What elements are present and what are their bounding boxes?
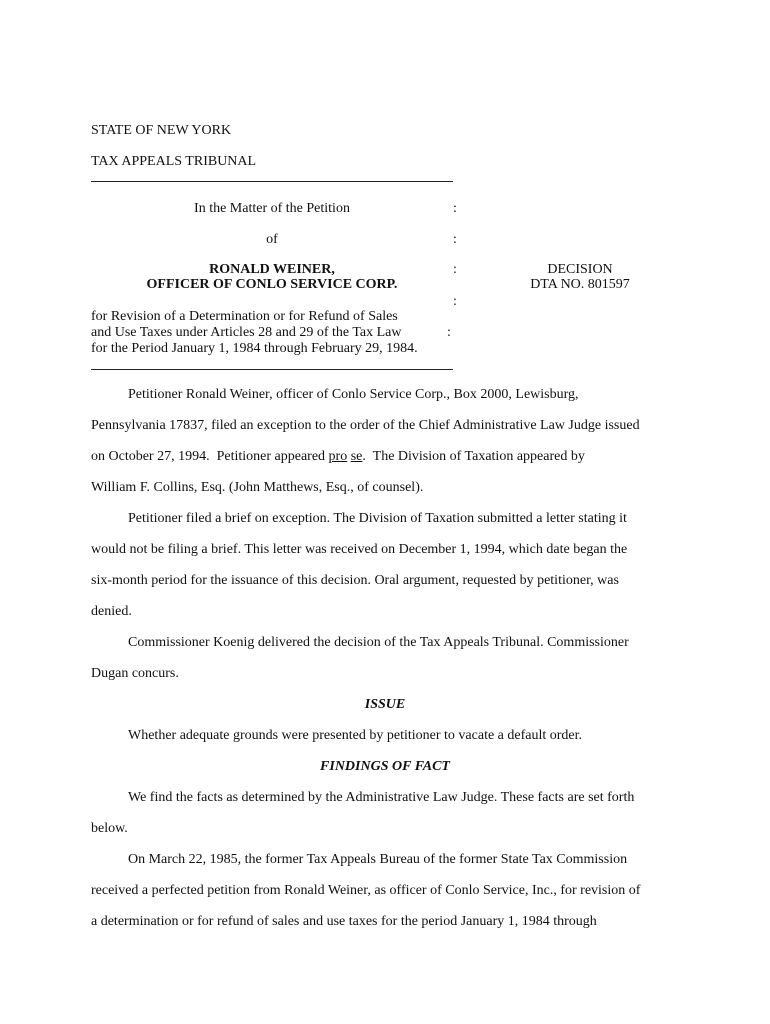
issue-text: Whether adequate grounds were presented by petitioner to vacate a default order. — [128, 728, 583, 743]
issue-heading: ISSUE — [364, 697, 406, 712]
findings-para1-line2: below. — [91, 821, 128, 836]
pro-se-pro: pro — [328, 449, 348, 464]
findings-para1-line1: We find the facts as determined by the Administrative Law Judge. These facts are set forth — [128, 790, 635, 805]
tribunal-heading: TAX APPEALS TRIBUNAL — [91, 154, 257, 169]
state-heading: STATE OF NEW YORK — [91, 123, 232, 138]
findings-para2-line1: On March 22, 1985, the former Tax Appeals Bureau of the former State Tax Commission — [128, 852, 628, 867]
purpose-line-2: and Use Taxes under Articles 28 and 29 of the Tax Law — [91, 325, 402, 340]
findings-para2-line3: a determination or for refund of sales and use taxes for the period January 1, 1984 through — [91, 914, 597, 929]
pro-se-se: se — [350, 449, 363, 464]
para2-line2: would not be filing a brief. This letter was received on December 1, 1994, which date began the — [91, 542, 628, 557]
para1-line1: Petitioner Ronald Weiner, officer of Conlo Service Corp., Box 2000, Lewisburg, — [128, 387, 579, 402]
purpose-line-3: for the Period January 1, 1984 through February 29, 1984. — [91, 341, 418, 356]
caption-bottom-rule — [91, 369, 453, 370]
caption-of: of — [266, 232, 278, 247]
para1-line3-end: . The Division of Taxation appeared by — [362, 449, 585, 464]
caption-colon-4: : — [453, 294, 457, 309]
petitioner-title: OFFICER OF CONLO SERVICE CORP. — [146, 277, 398, 292]
dta-number: DTA NO. 801597 — [530, 277, 630, 292]
findings-heading: FINDINGS OF FACT — [320, 759, 450, 774]
findings-para2-line2: received a perfected petition from Ronald Weiner, as officer of Conlo Service, Inc., for revision of — [91, 883, 641, 898]
para1-line3-start: on October 27, 1994. Petitioner appeared — [91, 449, 329, 464]
para2-line1: Petitioner filed a brief on exception. The Division of Taxation submitted a letter stating it — [128, 511, 627, 526]
para3-line2: Dugan concurs. — [91, 666, 179, 681]
caption-matter: In the Matter of the Petition — [194, 201, 350, 216]
caption-colon-1: : — [453, 201, 457, 216]
para3-line1: Commissioner Koenig delivered the decision of the Tax Appeals Tribunal. Commissioner — [128, 635, 629, 650]
para1-line2: Pennsylvania 17837, filed an exception to the order of the Chief Administrative Law Judge issued — [91, 418, 640, 433]
para1-line4: William F. Collins, Esq. (John Matthews, Esq., of counsel). — [91, 480, 424, 495]
petitioner-name: RONALD WEINER, — [209, 262, 335, 277]
para2-line3: six-month period for the issuance of this decision. Oral argument, requested by petitioner, was — [91, 573, 619, 588]
caption-colon-2: : — [453, 232, 457, 247]
purpose-line-1: for Revision of a Determination or for Refund of Sales — [91, 309, 398, 324]
caption-top-rule — [91, 181, 453, 182]
caption-colon-3: : — [453, 262, 457, 277]
decision-label: DECISION — [547, 262, 613, 277]
para2-line4: denied. — [91, 604, 132, 619]
caption-colon-5: : — [447, 325, 451, 340]
para1-line3 — [91, 449, 585, 465]
